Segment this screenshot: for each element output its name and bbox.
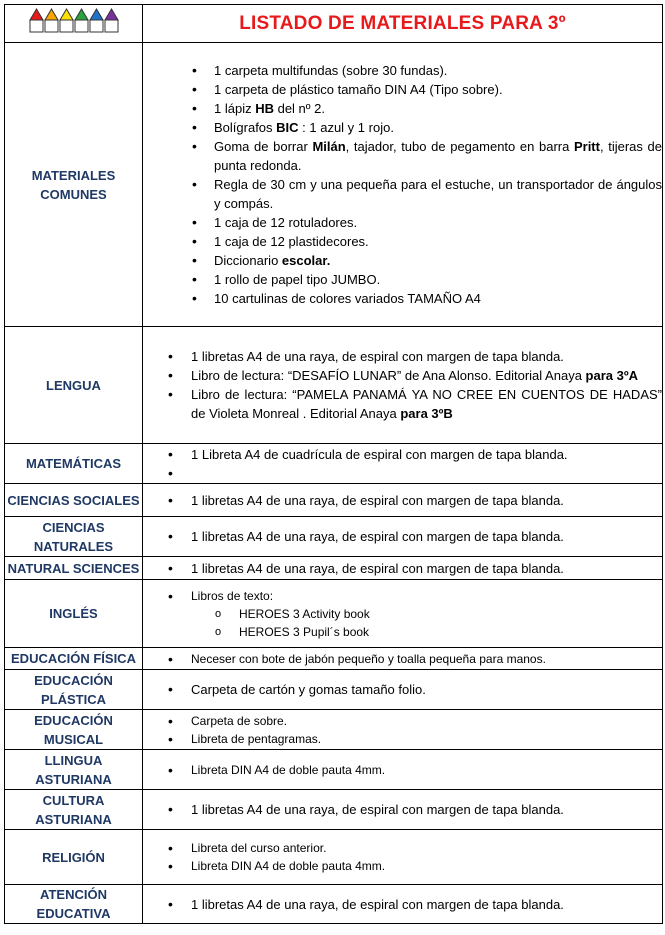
material-list	[143, 761, 662, 779]
subject-label: ASTURIANA	[35, 811, 112, 827]
material-item-bold-text: Milán	[312, 139, 346, 154]
subject-label: CULTURA	[42, 792, 105, 808]
material-item	[143, 559, 662, 578]
logo-pencil	[75, 9, 88, 32]
subject-cell	[5, 557, 143, 580]
material-item	[143, 491, 662, 510]
material-list	[143, 587, 662, 605]
material-item	[143, 385, 662, 423]
material-item-text: Libreta DIN A4 de doble pauta 4mm.	[191, 859, 386, 873]
materials-cell	[143, 43, 663, 327]
material-item-text: Libreta DIN A4 de doble pauta 4mm.	[191, 762, 386, 777]
subject-cell	[5, 648, 143, 670]
material-item-bold-text: BIC	[276, 120, 299, 135]
material-item	[143, 366, 662, 385]
material-list	[143, 839, 662, 875]
section-row	[5, 750, 663, 790]
material-item	[143, 213, 662, 232]
section-row	[5, 484, 663, 517]
material-item	[143, 61, 662, 80]
section-row	[5, 580, 663, 648]
material-item-text: Libro de lectura: “PAMELA PANAMÁ YA NO CREE EN CUENTOS DE HADAS” de Violeta Monreal . Editorial Anaya	[191, 387, 662, 421]
subject-cell	[5, 327, 143, 444]
subject-cell	[5, 710, 143, 750]
subject-label: NATURAL SCIENCES	[7, 560, 140, 576]
materials-cell	[143, 517, 663, 557]
materials-cell	[143, 580, 663, 648]
material-item-text: 1 caja de 12 plastidecores.	[214, 234, 369, 249]
subject-label: MUSICAL	[43, 731, 104, 747]
material-item-bold-text: Pritt	[573, 139, 600, 154]
material-item-text: 1 libretas A4 de una raya, de espiral con margen de tapa blanda.	[191, 802, 564, 817]
subject-label: CIENCIAS SOCIALES	[7, 492, 140, 508]
subject-label: LLINGUA	[44, 752, 103, 768]
subject-cell	[5, 517, 143, 557]
material-item	[143, 730, 662, 748]
material-item-text: Carpeta de sobre.	[191, 713, 288, 728]
material-list	[143, 559, 662, 578]
material-item	[143, 650, 662, 668]
section-row	[5, 710, 663, 750]
section-row	[5, 444, 663, 484]
materials-cell	[143, 830, 663, 885]
material-item	[143, 175, 662, 213]
material-item-text: : 1 azul y 1 rojo.	[298, 120, 394, 135]
material-item	[143, 895, 662, 914]
material-item-bold-text: HB	[255, 101, 274, 116]
materials-cell	[143, 750, 663, 790]
material-item-text: Bolígrafos	[214, 120, 277, 135]
material-list	[143, 800, 662, 819]
material-item-text: Regla de 30 cm y una pequeña para el estuche, un transportador de ángulos y compás.	[214, 177, 662, 211]
logo-pencil	[45, 9, 58, 32]
material-item	[143, 464, 662, 483]
book-subitem: o HEROES 3 Activity book	[143, 605, 662, 623]
materials-cell	[143, 444, 663, 484]
section-row	[5, 885, 663, 924]
material-list	[143, 712, 662, 748]
subject-label: ASTURIANA	[35, 771, 112, 787]
subject-label: EDUCATIVA	[36, 906, 111, 921]
subject-cell	[5, 43, 143, 327]
subject-label: COMUNES	[40, 186, 107, 202]
materials-cell	[143, 557, 663, 580]
material-item	[143, 587, 662, 605]
material-list	[143, 895, 662, 914]
material-item	[143, 251, 662, 270]
materials-table	[4, 4, 663, 924]
subject-label: LENGUA	[46, 377, 101, 393]
material-item	[143, 347, 662, 366]
subject-label: RELIGIÓN	[42, 849, 105, 865]
section-row	[5, 557, 663, 580]
section-row	[5, 43, 663, 327]
material-item-text: Libreta de pentagramas.	[191, 731, 322, 746]
material-item	[143, 839, 662, 857]
material-item-text: 1 libretas A4 de una raya, de espiral con margen de tapa blanda.	[191, 349, 564, 364]
material-item	[143, 445, 662, 464]
book-subitem: o HEROES 3 Pupil´s book	[143, 623, 662, 641]
material-list	[143, 491, 662, 510]
materials-cell	[143, 648, 663, 670]
material-item-text: Diccionario	[214, 253, 282, 268]
section-row	[5, 327, 663, 444]
material-item-bold-text: para 3ºA	[585, 368, 638, 383]
subject-label: MATEMÁTICAS	[25, 456, 122, 471]
material-item-text: Libros de texto:	[191, 588, 274, 603]
materials-cell	[143, 484, 663, 517]
subject-label: INGLÉS	[49, 606, 98, 621]
material-item	[143, 527, 662, 546]
material-item-bold-text: para 3ºB	[400, 406, 453, 421]
material-item-text: , tajador, tubo de pegamento en barra	[345, 139, 574, 154]
material-list	[143, 680, 662, 699]
material-item-text: 1 rollo de papel tipo JUMBO.	[214, 272, 381, 287]
subject-cell	[5, 790, 143, 830]
material-item-text: 1 lápiz	[214, 101, 256, 116]
material-item-text: Goma de borrar	[214, 139, 313, 154]
material-item	[143, 761, 662, 779]
subject-label: PLÁSTICA	[41, 691, 106, 707]
subject-label: EDUCACIÓN	[34, 712, 113, 728]
material-item-text: Neceser con bote de jabón pequeño y toalla pequeña para manos.	[191, 651, 546, 666]
material-item	[143, 99, 662, 118]
subject-label: ATENCIÓN	[40, 887, 107, 902]
material-item	[143, 857, 662, 875]
material-item	[143, 800, 662, 819]
subject-label: CIENCIAS	[42, 519, 105, 535]
logo-cell	[5, 5, 143, 43]
logo-pencil	[105, 9, 118, 32]
logo-pencil	[60, 9, 73, 32]
material-item	[143, 118, 662, 137]
material-item-text: 1 libretas A4 de una raya, de espiral con margen de tapa blanda.	[191, 492, 564, 508]
materials-cell	[143, 670, 663, 710]
material-item-text: 1 libretas A4 de una raya, de espiral con margen de tapa blanda.	[191, 529, 564, 544]
material-item-text: del nº 2.	[273, 101, 325, 116]
logo-pencil	[30, 9, 43, 32]
materials-cell	[143, 885, 663, 924]
material-item	[143, 232, 662, 251]
material-item-text: Libro de lectura: “DESAFÍO LUNAR” de Ana Alonso. Editorial Anaya	[191, 368, 586, 383]
material-item-text: 1 Libreta A4 de cuadrícula de espiral con margen de tapa blanda.	[191, 446, 568, 462]
logo-pencil	[90, 9, 103, 32]
subject-cell	[5, 670, 143, 710]
material-item	[143, 680, 662, 699]
subject-cell	[5, 580, 143, 648]
section-row	[5, 517, 663, 557]
material-item-text: 1 libretas A4 de una raya, de espiral con margen de tapa blanda.	[191, 896, 564, 912]
material-item-text: Libreta del curso anterior.	[191, 841, 327, 855]
subject-cell	[5, 484, 143, 517]
materials-cell	[143, 790, 663, 830]
material-item	[143, 289, 662, 308]
material-item	[143, 270, 662, 289]
material-item-bold-text: escolar.	[281, 253, 331, 268]
subject-label: MATERIALES	[31, 167, 116, 183]
section-row	[5, 830, 663, 885]
material-item-text: 1 carpeta de plástico tamaño DIN A4 (Tipo sobre).	[214, 82, 503, 97]
subject-cell	[5, 885, 143, 924]
material-item	[143, 80, 662, 99]
subject-label: EDUCACIÓN	[34, 672, 113, 688]
page-title: LISTADO DE MATERIALES PARA 3º	[143, 5, 663, 43]
subject-cell	[5, 750, 143, 790]
section-row	[5, 670, 663, 710]
material-list	[143, 650, 662, 668]
header-row	[5, 5, 663, 43]
material-item-text: Carpeta de cartón y gomas tamaño folio.	[191, 682, 426, 697]
material-item-text: 1 libretas A4 de una raya, de espiral con margen de tapa blanda.	[191, 560, 564, 576]
material-list	[143, 347, 662, 423]
subject-label: EDUCACIÓN FÍSICA	[11, 651, 136, 666]
material-list	[143, 527, 662, 546]
subject-cell	[5, 830, 143, 885]
book-sublist	[143, 605, 662, 641]
material-item-text: 1 caja de 12 rotuladores.	[214, 215, 358, 230]
material-item	[143, 137, 662, 175]
materials-cell	[143, 327, 663, 444]
materials-cell	[143, 710, 663, 750]
subject-cell	[5, 444, 143, 484]
material-item-text: 1 carpeta multifundas (sobre 30 fundas).	[214, 63, 448, 78]
material-list	[143, 445, 662, 483]
material-item	[143, 712, 662, 730]
section-row	[5, 648, 663, 670]
material-item-text: 10 cartulinas de colores variados TAMAÑO A4	[214, 291, 481, 306]
material-item-text: , tijeras de punta redonda.	[214, 139, 662, 173]
subject-label: NATURALES	[33, 538, 114, 554]
colorful-pencils-logo-icon	[24, 6, 124, 36]
material-list	[143, 61, 662, 308]
section-row	[5, 790, 663, 830]
